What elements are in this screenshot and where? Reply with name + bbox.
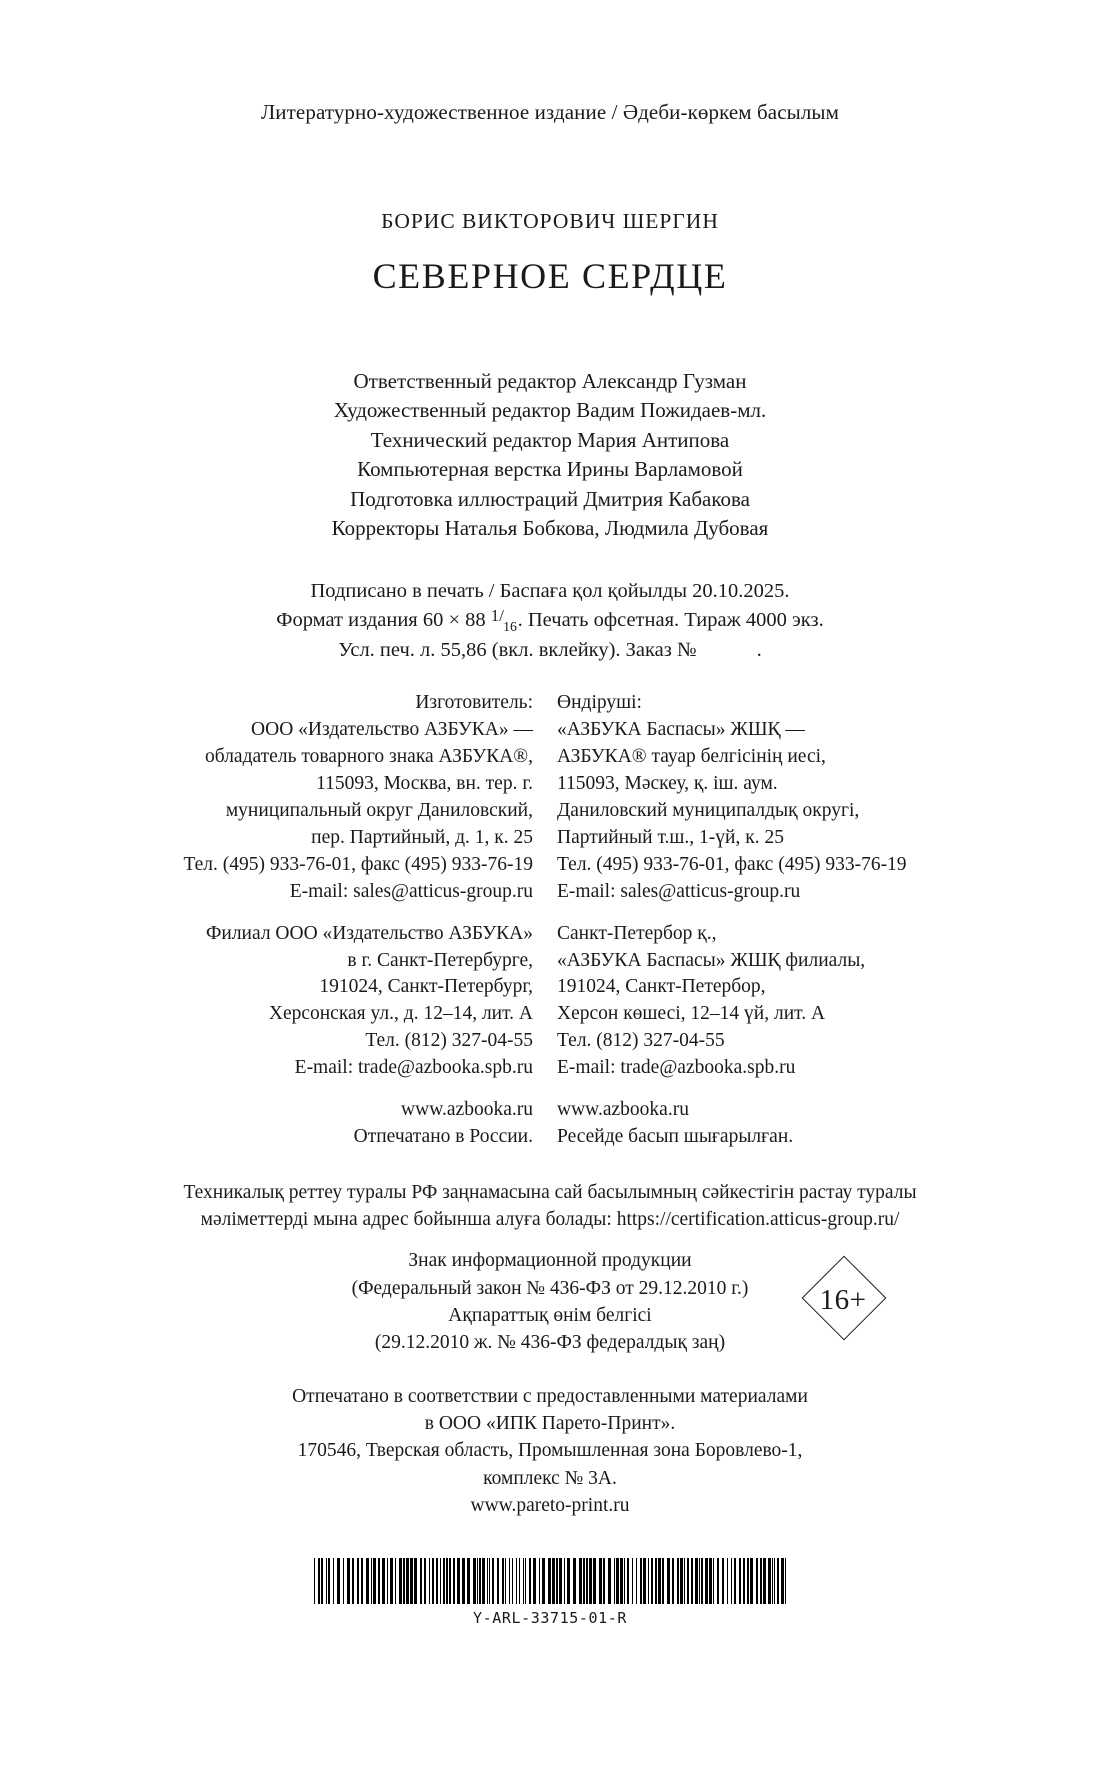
- barcode-label: Y-ARL-33715-01-R: [472, 1609, 628, 1628]
- branch-phone-kk: Тел. (812) 327-04-55: [557, 1030, 725, 1052]
- manufacturer-line: 115093, Москва, вн. тер. г.: [316, 773, 533, 795]
- manufacturer-line: муниципальный округ Даниловский,: [225, 799, 533, 821]
- branch-block-ru: [173, 921, 533, 1082]
- staff-credits: [0, 367, 1100, 543]
- age-mark-line: (Федеральный закон № 436-ФЗ от 29.12.2010 г.): [351, 1277, 749, 1299]
- staff-line: Корректоры Наталья Бобкова, Людмила Дубовая: [331, 515, 769, 540]
- print-info: [0, 577, 1100, 664]
- sheets-line: [0, 636, 1100, 665]
- manufacturer-line: обладатель товарного знака АЗБУКА®,: [205, 746, 533, 768]
- printed-in-ru: Отпечатано в России.: [353, 1125, 533, 1147]
- certification-line[interactable]: мәліметтерді мына адрес бойынша алуға болады: https://certification.atticus-group.ru/: [200, 1209, 900, 1231]
- branch-line: Херсон көшесі, 12–14 үй, лит. А: [557, 1003, 826, 1025]
- age-mark-line: Ақпараттық өнім белгісі: [448, 1305, 652, 1327]
- barcode-area: [0, 1545, 1100, 1627]
- barcode-image: [314, 1558, 787, 1604]
- colophon-page: [0, 100, 1100, 1769]
- manufacturer-email-kk[interactable]: E-mail: sales@atticus-group.ru: [557, 880, 801, 902]
- site-block-kk: [557, 1097, 927, 1151]
- format-suffix: . Печать офсетная. Тираж 4000 экз.: [517, 609, 824, 632]
- age-mark-line: Знак информационной продукции: [408, 1250, 692, 1272]
- fraction-denominator: 16: [503, 618, 517, 634]
- branch-line: «АЗБУКА Баспасы» ЖШҚ филиалы,: [557, 949, 866, 971]
- manufacturer-line: Партийный т.ш., 1-үй, к. 25: [557, 826, 784, 848]
- manufacturer-phone-kk: Тел. (495) 933-76-01, факс (495) 933-76-19: [557, 853, 907, 875]
- staff-line: Компьютерная верстка Ирины Варламовой: [357, 457, 743, 482]
- branch-line: Филиал ООО «Издательство АЗБУКА»: [205, 922, 533, 944]
- staff-line: Художественный редактор Вадим Пожидаев-мл.: [333, 398, 767, 423]
- age-rating-label: 16+: [819, 1284, 867, 1317]
- signed-to-print-line: Подписано в печать / Баспаға қол қойылды 20.10.2025.: [310, 580, 790, 603]
- manufacturer-column-kk: [557, 690, 927, 1151]
- site-block-ru: [173, 1097, 533, 1151]
- printer-line: Отпечатано в соответствии с предоставленными материалами: [292, 1385, 808, 1407]
- order-dot: .: [756, 638, 762, 661]
- branch-email-ru[interactable]: E-mail: trade@azbooka.spb.ru: [294, 1057, 533, 1079]
- format-line: [0, 606, 1100, 636]
- author-name: БОРИС ВИКТОРОВИЧ ШЕРГИН: [381, 209, 719, 233]
- manufacturer-email-ru[interactable]: E-mail: sales@atticus-group.ru: [289, 880, 533, 902]
- sheets-text: Усл. печ. л. 55,86 (вкл. вклейку). Заказ №: [338, 638, 697, 661]
- manufacturer-line: Даниловский муниципалдық округі,: [557, 799, 860, 821]
- printing-house-info: [0, 1383, 1100, 1519]
- manufacturer-columns: [0, 690, 1100, 1151]
- manufacturer-block-ru: [173, 690, 533, 905]
- manufacturer-line: АЗБУКА® тауар белгісінің иесі,: [557, 746, 826, 768]
- printed-in-kk: Ресейде басып шығарылған.: [557, 1125, 794, 1147]
- branch-line: Херсонская ул., д. 12–14, лит. А: [268, 1003, 533, 1025]
- branch-line: 191024, Санкт-Петербор,: [557, 976, 766, 998]
- branch-line: 191024, Санкт-Петербург,: [319, 976, 533, 998]
- manufacturer-line: «АЗБУКА Баспасы» ЖШҚ —: [557, 719, 805, 741]
- book-title: СЕВЕРНОЕ СЕРДЦЕ: [372, 256, 728, 296]
- manufacturer-block-kk: [557, 690, 927, 905]
- printer-line: 170546, Тверская область, Промышленная зона Боровлево-1,: [297, 1440, 803, 1462]
- staff-line: Ответственный редактор Александр Гузман: [353, 369, 747, 393]
- age-mark-line: (29.12.2010 ж. № 436-ФЗ федералдық заң): [374, 1332, 726, 1354]
- age-mark-section: [0, 1247, 1100, 1356]
- manufacturer-line: ООО «Издательство АЗБУКА» —: [251, 719, 533, 741]
- printer-line: комплекс № 3А.: [483, 1467, 617, 1489]
- manufacturer-heading-kk: Өндіруші:: [557, 692, 642, 714]
- branch-line: в г. Санкт-Петербурге,: [347, 949, 533, 971]
- manufacturer-line: 115093, Мәскеу, қ. іш. аум.: [557, 773, 778, 795]
- branch-block-kk: [557, 921, 927, 1082]
- website-ru[interactable]: www.azbooka.ru: [401, 1099, 533, 1121]
- fraction-numerator: 1: [490, 605, 500, 625]
- printer-website[interactable]: www.pareto-print.ru: [470, 1494, 630, 1516]
- edition-kind-line: Литературно-художественное издание / Әдеби-көркем басылым: [260, 100, 840, 124]
- branch-email-kk[interactable]: E-mail: trade@azbooka.spb.ru: [557, 1057, 796, 1079]
- staff-line: Технический редактор Мария Антипова: [370, 427, 730, 452]
- printer-line: в ООО «ИПК Парето-Принт».: [424, 1412, 676, 1434]
- branch-line: Санкт-Петербор қ.,: [557, 922, 717, 944]
- certification-note: [0, 1179, 1100, 1234]
- format-prefix: Формат издания 60 × 88: [276, 609, 491, 632]
- staff-line: Подготовка иллюстраций Дмитрия Кабакова: [350, 486, 750, 511]
- age-rating-badge: [801, 1255, 885, 1339]
- manufacturer-heading-ru: Изготовитель:: [415, 692, 533, 714]
- manufacturer-phone-ru: Тел. (495) 933-76-01, факс (495) 933-76-19: [183, 853, 533, 875]
- manufacturer-column-ru: [173, 690, 533, 1151]
- branch-phone-ru: Тел. (812) 327-04-55: [365, 1030, 533, 1052]
- certification-line: Техникалық реттеу туралы РФ заңнамасына сай басылымның сәйкестігін растау туралы: [183, 1181, 917, 1203]
- format-fraction: $1/_{16}$: [490, 605, 517, 634]
- manufacturer-line: пер. Партийный, д. 1, к. 25: [311, 826, 533, 848]
- website-kk[interactable]: www.azbooka.ru: [557, 1099, 689, 1121]
